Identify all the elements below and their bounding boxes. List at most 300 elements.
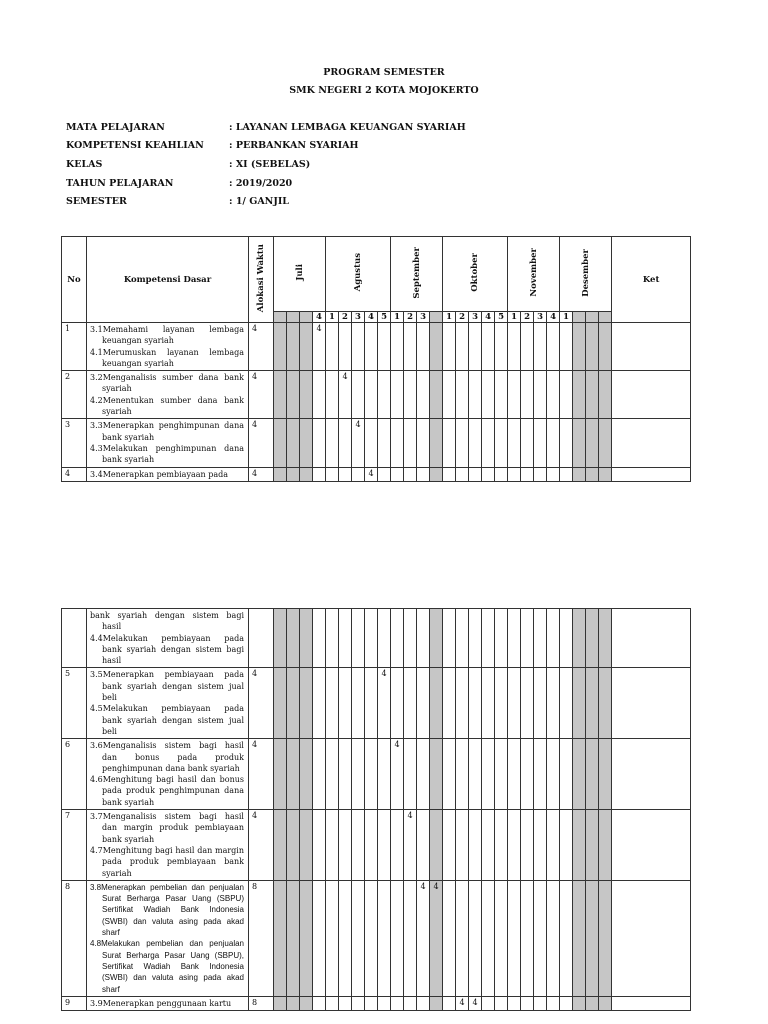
week-cell — [287, 668, 300, 739]
week-cell — [365, 739, 378, 810]
week-cell — [469, 880, 482, 996]
week-cell — [547, 419, 560, 467]
week-cell — [300, 880, 313, 996]
alokasi-waktu: 4 — [249, 323, 274, 371]
week-cell — [599, 996, 612, 1010]
table-row — [62, 419, 691, 467]
week-number: 1 — [443, 312, 456, 323]
week-cell — [378, 323, 391, 371]
week-cell — [521, 668, 534, 739]
week-number: 3 — [352, 312, 365, 323]
week-cell — [430, 810, 443, 881]
week-cell — [417, 996, 430, 1010]
week-cell — [547, 467, 560, 481]
week-cell — [560, 668, 573, 739]
week-cell — [313, 668, 326, 739]
kd-item: 4.7Menghitung bagi hasil dan margin pada produk pembiayaan bank syariah — [90, 845, 244, 878]
week-cell — [586, 609, 599, 668]
week-cell — [508, 323, 521, 371]
week-cell — [443, 880, 456, 996]
table-row — [62, 810, 691, 881]
kd-item: bank syariah dengan sistem bagi hasil — [90, 611, 244, 632]
week-cell — [482, 419, 495, 467]
week-cell — [469, 467, 482, 481]
alokasi-waktu — [249, 609, 274, 668]
ket-cell — [612, 739, 691, 810]
week-cell — [300, 467, 313, 481]
week-cell — [599, 323, 612, 371]
week-cell — [313, 739, 326, 810]
table-row — [62, 323, 691, 371]
month-header — [326, 237, 391, 312]
kd-item: 3.5Menerapkan pembiayaan pada bank syariah dengan sistem jual beli — [90, 670, 244, 703]
week-cell — [599, 810, 612, 881]
week-cell — [430, 419, 443, 467]
kompetensi-dasar — [87, 609, 249, 668]
week-cell — [495, 609, 508, 668]
kd-item: 3.6Menganalisis sistem bagi hasil dan bonus pada produk penghimpunan dana bank syariah — [90, 741, 244, 773]
week-cell — [287, 996, 300, 1010]
week-cell — [378, 419, 391, 467]
week-cell — [495, 371, 508, 419]
week-cell — [599, 419, 612, 467]
week-cell — [482, 996, 495, 1010]
week-cell — [391, 810, 404, 881]
week-number: 1 — [508, 312, 521, 323]
week-cell — [443, 323, 456, 371]
month-label: Juli — [294, 264, 305, 281]
week-cell — [534, 739, 547, 810]
kompetensi-dasar — [87, 371, 249, 419]
week-cell — [508, 810, 521, 881]
meta-value: : LAYANAN LEMBAGA KEUANGAN SYARIAH — [229, 122, 466, 133]
week-cell — [469, 323, 482, 371]
week-number: 3 — [534, 312, 547, 323]
week-number: 4 — [482, 312, 495, 323]
week-cell — [469, 419, 482, 467]
week-cell — [560, 323, 573, 371]
week-cell — [326, 880, 339, 996]
table-row — [62, 609, 691, 668]
week-cell: 4 — [391, 739, 404, 810]
week-cell — [339, 419, 352, 467]
week-cell — [573, 609, 586, 668]
month-header — [391, 237, 443, 312]
week-cell — [274, 609, 287, 668]
week-cell — [534, 323, 547, 371]
week-cell — [534, 810, 547, 881]
meta-value: : XI (SEBELAS) — [229, 159, 311, 170]
week-cell — [339, 810, 352, 881]
week-cell — [443, 371, 456, 419]
week-cell — [547, 668, 560, 739]
week-cell — [287, 371, 300, 419]
week-cell — [560, 467, 573, 481]
month-label: November — [528, 248, 539, 297]
week-cell — [274, 739, 287, 810]
week-cell — [508, 467, 521, 481]
week-cell — [443, 739, 456, 810]
week-cell — [508, 996, 521, 1010]
week-cell — [417, 609, 430, 668]
week-cell — [378, 739, 391, 810]
week-cell — [430, 668, 443, 739]
week-cell — [521, 996, 534, 1010]
week-cell — [417, 371, 430, 419]
week-number — [274, 312, 287, 323]
row-number: 7 — [62, 810, 87, 881]
week-cell — [287, 810, 300, 881]
row-number — [62, 609, 87, 668]
week-cell — [573, 371, 586, 419]
week-cell — [482, 739, 495, 810]
week-cell — [404, 323, 417, 371]
row-number: 4 — [62, 467, 87, 481]
kd-item: 4.2Menentukan sumber dana bank syariah — [90, 395, 244, 417]
week-cell — [547, 609, 560, 668]
week-cell — [417, 467, 430, 481]
week-cell — [495, 668, 508, 739]
week-cell — [404, 996, 417, 1010]
meta-value: : PERBANKAN SYARIAH — [229, 140, 359, 151]
week-cell — [287, 609, 300, 668]
week-cell — [430, 609, 443, 668]
program-table-page-1 — [61, 236, 691, 482]
week-cell — [300, 323, 313, 371]
week-cell — [417, 668, 430, 739]
week-cell — [573, 880, 586, 996]
ket-cell — [612, 371, 691, 419]
week-cell — [495, 323, 508, 371]
week-cell — [482, 323, 495, 371]
kompetensi-dasar — [87, 810, 249, 881]
week-cell: 4 — [339, 371, 352, 419]
week-cell — [365, 996, 378, 1010]
week-cell — [482, 668, 495, 739]
week-cell — [573, 668, 586, 739]
week-cell: 4 — [352, 419, 365, 467]
week-cell — [365, 609, 378, 668]
week-cell — [599, 739, 612, 810]
week-cell — [326, 996, 339, 1010]
week-cell — [508, 609, 521, 668]
week-cell — [378, 880, 391, 996]
kd-item: 3.1Memahami layanan lembaga keuangan syariah — [90, 325, 244, 346]
week-cell — [456, 810, 469, 881]
week-cell — [326, 810, 339, 881]
week-cell — [430, 996, 443, 1010]
week-cell — [443, 668, 456, 739]
week-cell — [274, 323, 287, 371]
week-number — [287, 312, 300, 323]
week-cell — [300, 996, 313, 1010]
week-cell — [326, 609, 339, 668]
month-header — [274, 237, 326, 312]
week-cell — [404, 419, 417, 467]
week-cell — [534, 419, 547, 467]
week-cell — [430, 467, 443, 481]
table-row — [62, 739, 691, 810]
kd-item: 3.9Menerapkan penggunaan kartu — [90, 998, 232, 1008]
week-number: 4 — [365, 312, 378, 323]
week-cell — [404, 609, 417, 668]
week-cell — [560, 739, 573, 810]
week-number — [573, 312, 586, 323]
week-cell — [274, 810, 287, 881]
week-cell: 4 — [365, 467, 378, 481]
meta-value: : 1/ GANJIL — [229, 196, 289, 207]
week-cell — [560, 419, 573, 467]
week-cell — [365, 880, 378, 996]
week-cell — [365, 323, 378, 371]
week-cell — [443, 419, 456, 467]
ket-cell — [612, 323, 691, 371]
col-header-alokasi-label: Alokasi Waktu — [256, 243, 266, 313]
week-cell — [469, 371, 482, 419]
week-number: 4 — [313, 312, 326, 323]
week-cell: 4 — [404, 810, 417, 881]
week-cell — [456, 371, 469, 419]
week-number: 4 — [547, 312, 560, 323]
week-cell — [560, 810, 573, 881]
ket-cell — [612, 467, 691, 481]
week-cell — [534, 609, 547, 668]
week-cell — [313, 810, 326, 881]
week-cell — [443, 996, 456, 1010]
week-cell — [352, 880, 365, 996]
week-cell — [287, 323, 300, 371]
week-cell — [326, 371, 339, 419]
week-cell: 4 — [417, 880, 430, 996]
table-row — [62, 371, 691, 419]
week-cell — [443, 609, 456, 668]
week-cell: 4 — [469, 996, 482, 1010]
week-cell — [417, 419, 430, 467]
week-cell — [352, 467, 365, 481]
week-cell — [300, 419, 313, 467]
week-cell — [352, 739, 365, 810]
month-label: Oktober — [470, 253, 481, 292]
week-cell — [521, 467, 534, 481]
week-cell — [482, 880, 495, 996]
meta-label: KOMPETENSI KEAHLIAN — [66, 140, 204, 151]
week-cell — [599, 609, 612, 668]
week-cell — [586, 419, 599, 467]
month-label: September — [411, 246, 422, 299]
week-cell — [365, 668, 378, 739]
week-cell — [404, 880, 417, 996]
week-cell — [599, 668, 612, 739]
kd-item: 4.6Menghitung bagi hasil dan bonus pada produk penghimpunan dana bank syariah — [90, 775, 244, 807]
week-cell — [560, 880, 573, 996]
week-number: 3 — [469, 312, 482, 323]
col-header-ket: Ket — [612, 237, 691, 323]
week-cell — [521, 880, 534, 996]
week-cell — [300, 609, 313, 668]
week-cell — [534, 880, 547, 996]
week-cell — [456, 467, 469, 481]
week-number — [599, 312, 612, 323]
week-cell — [586, 371, 599, 419]
week-cell — [339, 668, 352, 739]
week-number: 2 — [339, 312, 352, 323]
week-number — [586, 312, 599, 323]
week-cell — [391, 609, 404, 668]
week-cell — [417, 739, 430, 810]
alokasi-waktu: 4 — [249, 467, 274, 481]
week-cell — [287, 880, 300, 996]
meta-value: : 2019/2020 — [229, 178, 293, 189]
ket-cell — [612, 810, 691, 881]
week-cell — [521, 609, 534, 668]
week-cell — [300, 371, 313, 419]
week-cell — [456, 609, 469, 668]
week-cell — [417, 323, 430, 371]
week-cell — [274, 467, 287, 481]
week-cell — [274, 996, 287, 1010]
week-cell — [430, 371, 443, 419]
kompetensi-dasar — [87, 996, 249, 1010]
week-cell — [521, 323, 534, 371]
week-cell — [560, 371, 573, 419]
week-number: 1 — [391, 312, 404, 323]
week-cell — [287, 419, 300, 467]
week-cell — [378, 467, 391, 481]
week-number: 5 — [378, 312, 391, 323]
row-number: 8 — [62, 880, 87, 996]
week-cell — [547, 880, 560, 996]
kompetensi-dasar — [87, 419, 249, 467]
week-cell — [365, 419, 378, 467]
week-cell — [352, 371, 365, 419]
week-cell — [456, 739, 469, 810]
week-cell — [560, 609, 573, 668]
week-cell — [586, 323, 599, 371]
col-header-kompetensi: Kompetensi Dasar — [87, 237, 249, 323]
meta-label: TAHUN PELAJARAN — [66, 178, 174, 189]
week-cell — [456, 323, 469, 371]
week-cell — [300, 810, 313, 881]
week-cell — [469, 739, 482, 810]
kd-item: 4.4Melakukan pembiayaan pada bank syariah dengan sistem bagi hasil — [90, 633, 244, 666]
week-number: 2 — [404, 312, 417, 323]
kompetensi-dasar — [87, 739, 249, 810]
week-cell — [339, 467, 352, 481]
kd-item: 4.8Melakukan pembelian dan penjualan Surat Berharga Pasar Uang (SBPU), Sertifikat Wadiah Bank Indonesia (SWBI) dan valuta asing pada akad sharf — [90, 939, 244, 994]
week-cell — [521, 371, 534, 419]
row-number: 9 — [62, 996, 87, 1010]
meta-label: KELAS — [66, 159, 103, 170]
row-number: 6 — [62, 739, 87, 810]
kd-item: 3.2Menganalisis sumber dana bank syariah — [90, 373, 244, 394]
row-number: 5 — [62, 668, 87, 739]
week-number — [300, 312, 313, 323]
alokasi-waktu: 4 — [249, 739, 274, 810]
week-cell — [352, 323, 365, 371]
week-cell — [521, 739, 534, 810]
week-cell — [313, 467, 326, 481]
week-cell — [326, 467, 339, 481]
week-cell — [378, 371, 391, 419]
week-cell — [326, 323, 339, 371]
week-cell — [573, 996, 586, 1010]
week-cell — [326, 739, 339, 810]
row-number: 1 — [62, 323, 87, 371]
week-cell — [508, 668, 521, 739]
week-cell — [586, 467, 599, 481]
week-cell — [508, 371, 521, 419]
kd-item: 3.4Menerapkan pembiayaan pada — [90, 469, 228, 479]
week-cell — [274, 880, 287, 996]
kompetensi-dasar — [87, 880, 249, 996]
ket-cell — [612, 668, 691, 739]
meta-label: SEMESTER — [66, 196, 127, 207]
week-cell: 4 — [456, 996, 469, 1010]
week-cell — [391, 371, 404, 419]
week-number: 1 — [326, 312, 339, 323]
alokasi-waktu: 4 — [249, 419, 274, 467]
week-cell — [547, 810, 560, 881]
week-cell — [287, 739, 300, 810]
week-cell: 4 — [313, 323, 326, 371]
week-cell — [313, 996, 326, 1010]
week-cell — [586, 996, 599, 1010]
kd-item: 3.8Menerapkan pembelian dan penjualan Surat Berharga Pasar Uang (SBPU) Sertifikat Wadiah Bank Indonesia (SWBI) dan valuta asing pada akad sharf — [90, 882, 244, 938]
week-cell — [469, 609, 482, 668]
week-number: 3 — [417, 312, 430, 323]
week-cell — [274, 668, 287, 739]
week-cell — [378, 996, 391, 1010]
alokasi-waktu: 4 — [249, 668, 274, 739]
week-cell — [339, 609, 352, 668]
alokasi-waktu: 4 — [249, 371, 274, 419]
week-cell — [287, 467, 300, 481]
week-cell — [391, 467, 404, 481]
week-cell — [560, 996, 573, 1010]
month-label: Agustus — [353, 253, 364, 292]
week-cell — [482, 609, 495, 668]
week-cell — [443, 467, 456, 481]
month-header — [443, 237, 508, 312]
ket-cell — [612, 996, 691, 1010]
ket-cell — [612, 419, 691, 467]
week-cell — [274, 419, 287, 467]
week-cell — [352, 810, 365, 881]
week-cell — [274, 371, 287, 419]
week-cell — [430, 739, 443, 810]
week-cell — [495, 739, 508, 810]
page-title: PROGRAM SEMESTER — [323, 67, 445, 78]
week-number: 1 — [560, 312, 573, 323]
program-table-page-2 — [61, 608, 691, 1011]
week-cell — [404, 668, 417, 739]
week-cell — [391, 996, 404, 1010]
alokasi-waktu: 4 — [249, 810, 274, 881]
week-cell — [469, 810, 482, 881]
week-cell — [573, 323, 586, 371]
row-number: 2 — [62, 371, 87, 419]
week-cell — [599, 880, 612, 996]
ket-cell — [612, 880, 691, 996]
week-cell — [378, 810, 391, 881]
week-cell — [482, 810, 495, 881]
kd-item: 4.3Melakukan penghimpunan dana bank syariah — [90, 443, 244, 465]
week-cell — [365, 810, 378, 881]
week-cell — [547, 996, 560, 1010]
week-number: 2 — [456, 312, 469, 323]
kd-item: 3.3Menerapkan penghimpunan dana bank syariah — [90, 421, 244, 442]
week-cell — [521, 810, 534, 881]
